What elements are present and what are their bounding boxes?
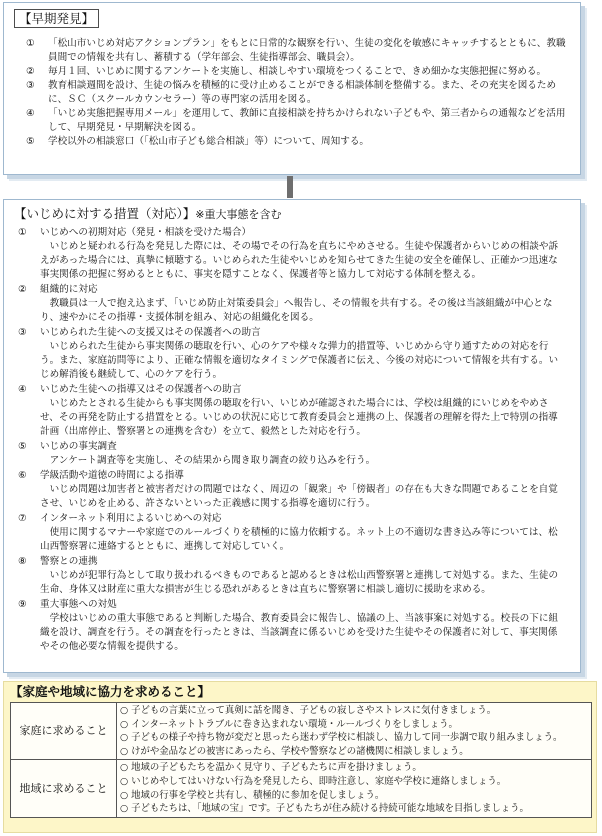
list-item: ○ 子どもの言葉に立って真剣に話を聞き、子どもの寂しさやストレスに気付きましょう。	[120, 705, 497, 716]
list-item: ○ 地域の行事を学校と共有し、積極的に参加を促しましょう。	[120, 789, 385, 801]
list-item: ○ インターネットトラブルに巻き込まれない環境・ルールづくりをしましょう。	[120, 718, 458, 730]
measure-item	[18, 598, 566, 654]
item-number: ⑨	[18, 599, 27, 610]
measure-body: いじめたとされる生徒からも事実関係の聴取を行い、いじめが確認された場合には、学校は組織的にいじめをやめさせ、その再発を防止する措置をとる。いじめの状況に応じて教育委員会と連携の上、保護者の理解を得た上で特別の指導計画（出席停止、警察署との連携を含む）を立て、毅然とした対応を行う。	[40, 398, 558, 437]
item-number: ⑤	[26, 136, 35, 147]
list-item	[26, 79, 566, 107]
measures-title-text: 【いじめに対する措置（対応）】	[14, 206, 196, 221]
measure-item	[18, 226, 566, 282]
measure-body: いじめと疑われる行為を発見した際には、その場でその行為を直ちにやめさせる。生徒や保護者からいじめの相談や訴えがあった場合には、真摯に傾聴する。いじめられた生徒やいじめを知らせてきた生徒の安全を確保し、正確かつ迅速な事実関係の把握に努めるとともに、事実を隠すことなく、保護者等と協力して対応する体制を整える。	[40, 241, 559, 280]
list-item	[26, 37, 566, 65]
item-number: ⑥	[18, 470, 27, 481]
item-number: ⑤	[18, 441, 27, 452]
row-items	[117, 760, 592, 817]
item-number: ①	[18, 227, 27, 238]
measure-heading: いじめられた生徒への支援又はその保護者への助言	[40, 327, 261, 338]
measure-heading: いじめた生徒への指導又はその保護者への助言	[40, 384, 242, 395]
measure-heading: 組織的に対応	[40, 284, 98, 295]
list-item: ○ けがや金品などの被害にあったら、学校や警察などの諸機関に相談しましょう。	[120, 745, 469, 757]
row-label: 家庭に求めること	[11, 703, 117, 760]
list-item: ○ いじめやしてはいけない行為を発見したら、即時注意し、家庭や学校に連絡しましょう。	[120, 775, 507, 787]
item-text: 「いじめ実態把握専用メール」を運用して、教師に直接相談を持ちかけられない子どもや、第三者からの通報などを活用して、早期発見・早期解決を図る。	[48, 108, 566, 133]
measure-body: 使用に関するマナーや家庭でのルールづくりを積極的に協力依頼する。ネット上の不適切な書き込み等については、松山西警察署に連絡するとともに、連携して対応していく。	[40, 527, 558, 552]
measure-heading: 重大事態への対処	[40, 599, 117, 610]
measure-item	[18, 383, 566, 439]
item-number: ③	[18, 327, 27, 338]
measures-title	[14, 206, 281, 222]
cooperation-table	[10, 702, 592, 818]
measure-item	[18, 512, 566, 554]
item-number: ①	[26, 38, 35, 49]
measure-heading: インターネット利用によるいじめへの対応	[40, 513, 222, 524]
measure-item	[18, 469, 566, 511]
item-number: ②	[26, 66, 35, 77]
measure-body: いじめられた生徒から事実関係の聴取を行い、心のケアや様々な弾力的措置等、いじめから守り通すための対応を行う。また、家庭訪問等により、正確な情報を適切なタイミングで保護者に伝え、今後の対応について情報を共有する。いじめ解消後も継続して、心のケアを行う。	[40, 341, 559, 380]
item-number: ④	[18, 384, 27, 395]
row-label: 地域に求めること	[11, 760, 117, 817]
table-row	[11, 760, 592, 817]
item-number: ⑦	[18, 513, 27, 524]
list-item: ○ 地域の子どもたちを温かく見守り、子どもたちに声を掛けましょう。	[120, 762, 422, 774]
measure-item	[18, 440, 566, 468]
list-item: ○ 子どもたちは、「地域の宝」です。子どもたちが住み続ける持続可能な地域を目指しましょう。	[120, 803, 529, 815]
measure-item	[18, 326, 566, 382]
cooperation-title: 【家庭や地域に協力を求めること】	[10, 684, 211, 699]
row-items	[117, 703, 592, 760]
item-number: ②	[18, 284, 27, 295]
flow-connector	[287, 176, 293, 198]
measure-body: いじめが犯罪行為として取り扱われるべきものであると認めるときは松山西警察署と連携して対処する。また、生徒の生命、身体又は財産に重大な損害が生じる恐れがあるときは直ちに警察署に相談し適切に援助を求める。	[40, 570, 559, 595]
cooperation-section	[3, 681, 597, 833]
measure-body: 教職員は一人で抱え込まず、「いじめ防止対策委員会」へ報告し、その情報を共有する。その後は当該組織が中心となり、速やかにその指導・支援体制を組み、対応の組織化を図る。	[40, 298, 553, 323]
early-detection-list	[26, 37, 566, 149]
measure-heading: 学級活動や道徳の時間による指導	[40, 470, 184, 481]
item-number: ⑧	[18, 556, 27, 567]
item-text: 「松山市いじめ対応アクションプラン」をもとに日常的な観察を行い、生徒の変化を敏感にキャッチするとともに、教職員間での情報を共有し、蓄積する（学年部会、生徒指導部会、職員会）。	[48, 38, 566, 63]
list-item	[26, 65, 566, 79]
item-text: 学校以外の相談窓口（「松山市子ども総合相談」等）について、周知する。	[48, 136, 370, 147]
list-item	[26, 107, 566, 135]
list-item	[26, 135, 566, 149]
measures-note: ※重大事態を含む	[195, 208, 282, 221]
item-text: 毎月１回、いじめに関するアンケートを実施し、相談しやすい環境をつくることで、きめ細かな実態把握に努める。	[48, 66, 547, 77]
measure-heading: 警察との連携	[40, 556, 98, 567]
early-detection-panel	[3, 2, 581, 175]
measure-item	[18, 283, 566, 325]
list-item: ○ 子どもの様子や持ち物が変だと思ったら迷わず学校に相談し、協力して同一歩調で取り組みましょう。	[120, 732, 563, 744]
measure-body: いじめ問題は加害者と被害者だけの問題ではなく、周辺の「観衆」や「傍観者」の存在も大きな問題であることを自覚させ、いじめを止める、許さないといった正義感に関する指導を適切に行う。	[40, 484, 558, 509]
measures-list	[18, 226, 566, 655]
measure-heading: いじめへの初期対応（発見・相談を受けた場合）	[40, 227, 252, 238]
measure-body: 学校はいじめの重大事態であると判断した場合、教育委員会に報告し、協議の上、当該事案に対処する。校長の下に組織を設け、調査を行う。その調査を行ったときは、当該調査に係るいじめを受けた生徒やその保護者に対して、事実関係やその他必要な情報を提供する。	[40, 613, 559, 652]
measure-body: アンケート調査等を実施し、その結果から聞き取り調査の絞り込みを行う。	[49, 455, 376, 466]
item-number: ④	[26, 108, 35, 119]
table-row	[11, 703, 592, 760]
measures-panel	[3, 199, 581, 673]
measure-heading: いじめの事実調査	[40, 441, 117, 452]
item-number: ③	[26, 80, 35, 91]
early-detection-title: 【早期発見】	[14, 9, 99, 28]
measure-item	[18, 555, 566, 597]
item-text: 教育相談週間を設け、生徒の悩みを積極的に受け止めることができる相談体制を整備する。また、その充実を図るために、ＳＣ（スクールカウンセラー）等の専門家の活用を図る。	[48, 80, 557, 105]
